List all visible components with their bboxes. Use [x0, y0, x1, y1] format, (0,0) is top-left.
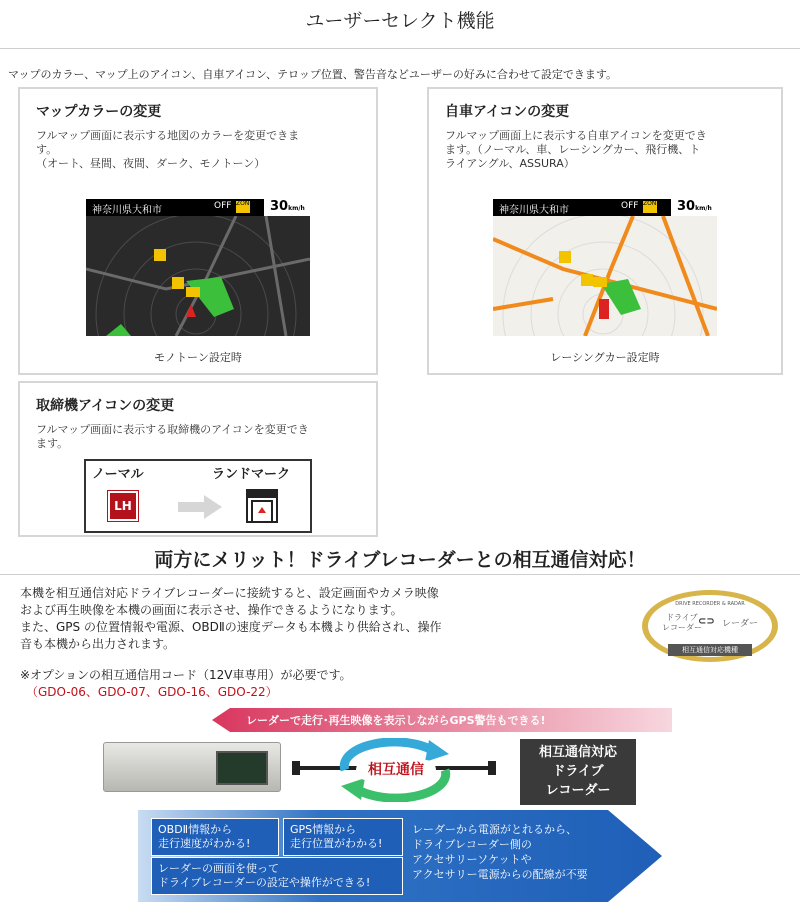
card-title: 取締機アイコンの変更 — [36, 398, 175, 414]
card-desc: フルマップ画面に表示する取締機のアイコンを変更でき ます。 — [36, 423, 309, 450]
map-status-bar: 神奈川県大和市 OFF ZONE 30km/h — [493, 199, 717, 216]
caption: モノトーン設定時 — [154, 351, 242, 364]
own-icon-card — [427, 87, 783, 375]
divider — [0, 48, 800, 49]
section-title: 両方にメリット！ドライブレコーダーとの相互通信対応！ — [154, 549, 646, 571]
feature-banner: レーダーで走行･再生映像を表示しながらGPS警告もできる! — [212, 708, 672, 732]
speed-readout: 30km/h — [264, 199, 310, 216]
landmark-gate-icon — [246, 489, 278, 523]
speed-readout: 30km/h — [671, 199, 717, 216]
arrow-right-icon — [178, 495, 222, 519]
icon-compare-panel: ノーマル ランドマーク LH — [84, 459, 312, 533]
radar-mirror-device — [103, 742, 281, 792]
recorder-box: 相互通信対応 ドライブ レコーダー — [520, 739, 636, 805]
benefit-gps: GPS情報から 走行位置がわかる! — [283, 818, 403, 856]
enforce-icon-card — [18, 381, 378, 537]
map-color-card — [18, 87, 378, 375]
card-title: マップカラーの変更 — [36, 104, 162, 120]
benefit-power: レーダーから電源がとれるから、 ドライブレコーダー側の アクセサリーソケットや アクセサリー電源からの配線が不要 — [412, 823, 588, 881]
card-title: 自車アイコンの変更 — [445, 104, 570, 120]
page-title: ユーザーセレクト機能 — [305, 10, 495, 32]
divider — [0, 574, 800, 575]
intro-text: マップのカラー、マップ上のアイコン、自車アイコン、テロップ位置、警告音などユーザーの好みに合わせて設定できます。 — [8, 68, 617, 81]
mutual-comm-label: 相互通信 — [356, 760, 436, 780]
device-screen — [216, 751, 268, 785]
map-screen-monotone — [86, 199, 310, 336]
benefit-screen: レーダーの画面を使って ドライブレコーダーの設定や操作ができる! — [151, 857, 403, 895]
map-status-bar: 神奈川県大和市 OFF ZONE 30km/h — [86, 199, 310, 216]
compat-badge: DRIVE RECORDER & RADAR ドライブ レコーダー ⊂⊃ レーダー 相互通信対応機種 — [640, 588, 780, 664]
section-body: 本機を相互通信対応ドライブレコーダーに接続すると、設定画面やカメラ映像 および再生映像を本機の画面に表示させ、操作できるようになります。 また、GPS の位置情報や電源、OBDⅡの速度データも本機より供給され、操作 音も本機から出力されます。 ※オプションの相互通信用コード（12V車専用）が必要です。 （GDO-06、GDO-07、GDO-16、GDO-22） — [20, 586, 442, 699]
map-screen-racing — [493, 199, 717, 336]
lh-icon: LH — [108, 491, 138, 521]
card-desc: フルマップ画面上に表示する自車アイコンを変更でき ます。（ノーマル、車、レーシングカー、飛行機、ト ライアングル、ASSURA） — [445, 129, 707, 170]
link-icon: ⊂⊃ — [698, 616, 715, 627]
card-desc: フルマップ画面に表示する地図のカラーを変更できま す。 （オート、昼間、夜間、ダーク、モノトーン） — [36, 129, 300, 170]
caption: レーシングカー設定時 — [550, 351, 660, 364]
benefit-obd: OBDⅡ情報から 走行速度がわかる! — [151, 818, 279, 856]
